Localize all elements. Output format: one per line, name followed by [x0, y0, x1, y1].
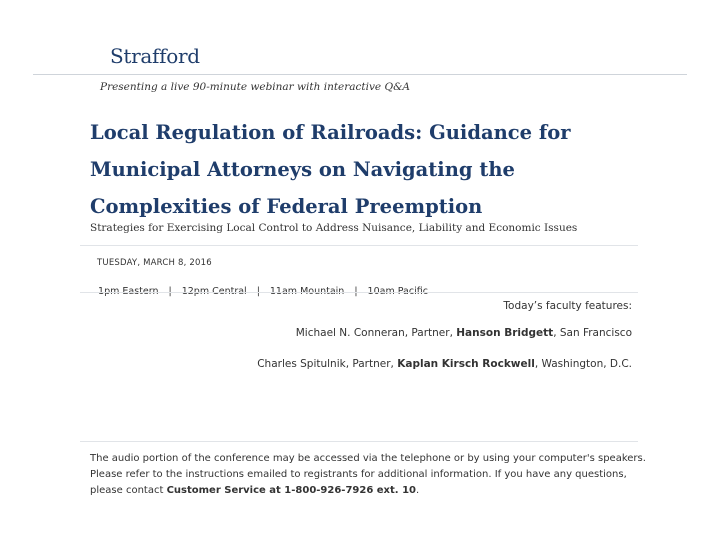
- faculty-name: Charles Spitulnik, Partner,: [257, 358, 394, 370]
- notice-text: The audio portion of the conference may be accessed via the telephone or by using your computer's speakers. Please refer to the instructions emailed to registrants for additional information. If you have any questions, please contact: [90, 453, 646, 496]
- notice-end: .: [415, 485, 420, 496]
- section-divider: [80, 245, 638, 246]
- faculty-member: [296, 327, 632, 339]
- faculty-location: , San Francisco: [553, 327, 632, 339]
- footer-divider: [80, 441, 638, 442]
- faculty-member: [257, 358, 632, 370]
- faculty-name: Michael N. Conneran, Partner,: [295, 327, 453, 339]
- tagline: Presenting a live 90-minute webinar with interactive Q&A: [100, 81, 411, 93]
- webinar-times: [92, 275, 428, 297]
- header-divider: [33, 74, 687, 75]
- section-divider: [80, 292, 638, 293]
- customer-service-contact: Customer Service at 1-800-926-7926 ext. 10: [166, 485, 416, 496]
- faculty-firm: Hanson Bridgett: [456, 327, 554, 339]
- faculty-location: , Washington, D.C.: [534, 358, 632, 370]
- webinar-date: TUESDAY, MARCH 8, 2016: [97, 258, 212, 268]
- faculty-firm: Kaplan Kirsch Rockwell: [397, 358, 535, 370]
- strafford-logo: Strafford: [110, 44, 200, 68]
- webinar-subtitle: Strategies for Exercising Local Control to Address Nuisance, Liability and Economic Issues: [90, 222, 578, 234]
- faculty-heading: Today’s faculty features:: [503, 300, 632, 312]
- webinar-title: Local Regulation of Railroads: Guidance for Municipal Attorneys on Navigating the Complexities of Federal Preemption: [90, 121, 571, 218]
- audio-notice: [90, 451, 650, 499]
